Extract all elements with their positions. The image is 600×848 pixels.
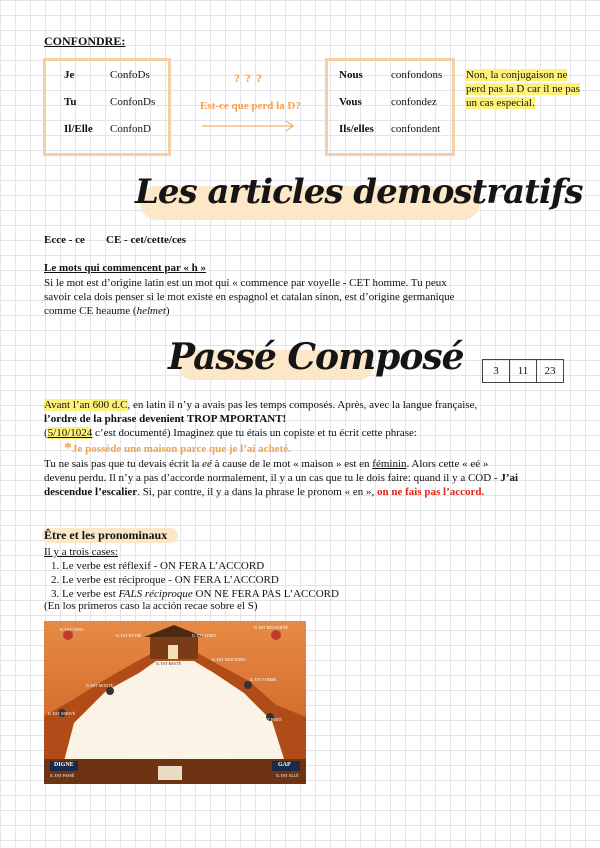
form-je: ConfoDs — [110, 69, 150, 81]
label-reste: IL EST RESTÉ — [156, 661, 181, 666]
pronoun-ils-elles: Ils/elles — [339, 123, 374, 135]
passe-paragraph-2: (5/10/1024 c’est documenté) Imaginez que tu étais un copiste et tu écrit cette phrase: — [44, 427, 417, 439]
pronoun-tu: Tu — [64, 96, 77, 108]
label-ne: IL EST NÉ EN 1880 — [132, 753, 166, 758]
etre-intro: Il y a trois cases: — [44, 546, 118, 558]
example-sentence: Je possède une maison parce que je l’ai acheté. — [72, 443, 291, 455]
confondre-heading: CONFONDRE: — [44, 34, 126, 48]
date-day: 3 — [483, 360, 510, 383]
list-item: 2. Le verbe est réciproque - ON FERA L’ACCORD — [62, 573, 464, 587]
etre-list — [44, 559, 464, 601]
list-item: 1. Le verbe est réflexif - ON FERA L’ACCORD — [62, 559, 464, 573]
form-vous: confondez — [391, 96, 437, 108]
question-marks: ? ? ? — [234, 71, 263, 85]
passe-paragraph-3: Tu ne sais pas que tu devais écrit la eé à cause de le mot « maison » est en féminin. Alors cette « eé » devenu perdu. Il n’y a pas d’accorde normalement, il y a un cas que tu le dois faire: quand il y a COD - J’ai descendue l’escalier. Si, par contre, il y a dans la phrase le pronom « en », on ne fais pas l’accord. — [44, 458, 519, 498]
form-nous: confondons — [391, 69, 443, 81]
label-venu: IL EST VENU — [60, 627, 84, 632]
passe-paragraph-1: Avant l’an 600 d.C, en latin il n’y a avais pas les temps composés. Après, avec la langue française, l’ordre de la phrase devenient TROP MPORTANT! — [44, 399, 478, 425]
etre-heading: Être et les pronominaux — [44, 528, 168, 542]
date-year: 23 — [537, 360, 564, 383]
h-heading: Le mots qui commencent par « h » — [44, 262, 207, 274]
etre-note: (En los primeros caso la acción recae sobre el S) — [44, 600, 258, 612]
date-month: 11 — [510, 360, 537, 383]
star-marker: * — [64, 440, 72, 457]
label-retourne: IL EST RETOURNÉ — [254, 625, 288, 630]
pronoun-il-elle: Il/Elle — [64, 123, 93, 135]
list-item: 3. Le verbe est FALS réciproque ON NE FERA PAS L’ACCORD — [62, 587, 464, 601]
sign-gap: GAP — [278, 762, 291, 768]
form-il-elle: ConfonD — [110, 123, 151, 135]
ecce-ce: Ecce - ce — [44, 234, 85, 246]
confondre-note: Non, la conjugaison ne perd pas la D car il ne pas un cas especial. — [466, 69, 580, 109]
label-entre: IL EST ENTRÉ — [116, 633, 142, 638]
pronoun-vous: Vous — [339, 96, 362, 108]
pronoun-je: Je — [64, 69, 75, 81]
demonstratifs-title: Les articles demostratifs — [135, 172, 583, 212]
question-text: Est-ce que perd la D? — [200, 100, 301, 112]
label-parti: IL EST PARTI — [258, 717, 282, 722]
passe-compose-title: Passé Composé — [168, 336, 464, 378]
label-passe: IL EST PASSÉ — [50, 773, 75, 778]
arrow-right-icon — [200, 119, 298, 133]
ce-forms: CE - cet/cette/ces — [106, 234, 187, 246]
pronoun-nous: Nous — [339, 69, 363, 81]
form-tu: ConfonDs — [110, 96, 156, 108]
form-ils-elles: confondent — [391, 123, 441, 135]
sign-digne: DIGNE — [54, 762, 74, 768]
label-sorti: IL EST SORTI — [192, 633, 216, 638]
label-arrive: IL EST ARRIVÉ — [48, 711, 76, 716]
label-mort: IL EST MORT EN 1970 — [186, 753, 226, 758]
label-descendu: IL EST DESCENDU — [212, 657, 246, 662]
label-tombe: IL EST TOMBÉ — [250, 677, 277, 682]
date-table — [482, 359, 564, 383]
label-alle: IL EST ALLÉ — [276, 773, 299, 778]
mountain-drawing-icon — [44, 621, 306, 784]
h-paragraph: Si le mot est d’origine latin est un mot qui « commence par voyelle - CET homme. Tu peux savoir cela dois penser si le mot existe en espagnol et catalan sinon, est d’origine germanique comme CE heaume (helmet) — [44, 277, 455, 317]
label-monte: IL EST MONTÉ — [86, 683, 113, 688]
verb-mountain-illustration — [44, 621, 306, 784]
